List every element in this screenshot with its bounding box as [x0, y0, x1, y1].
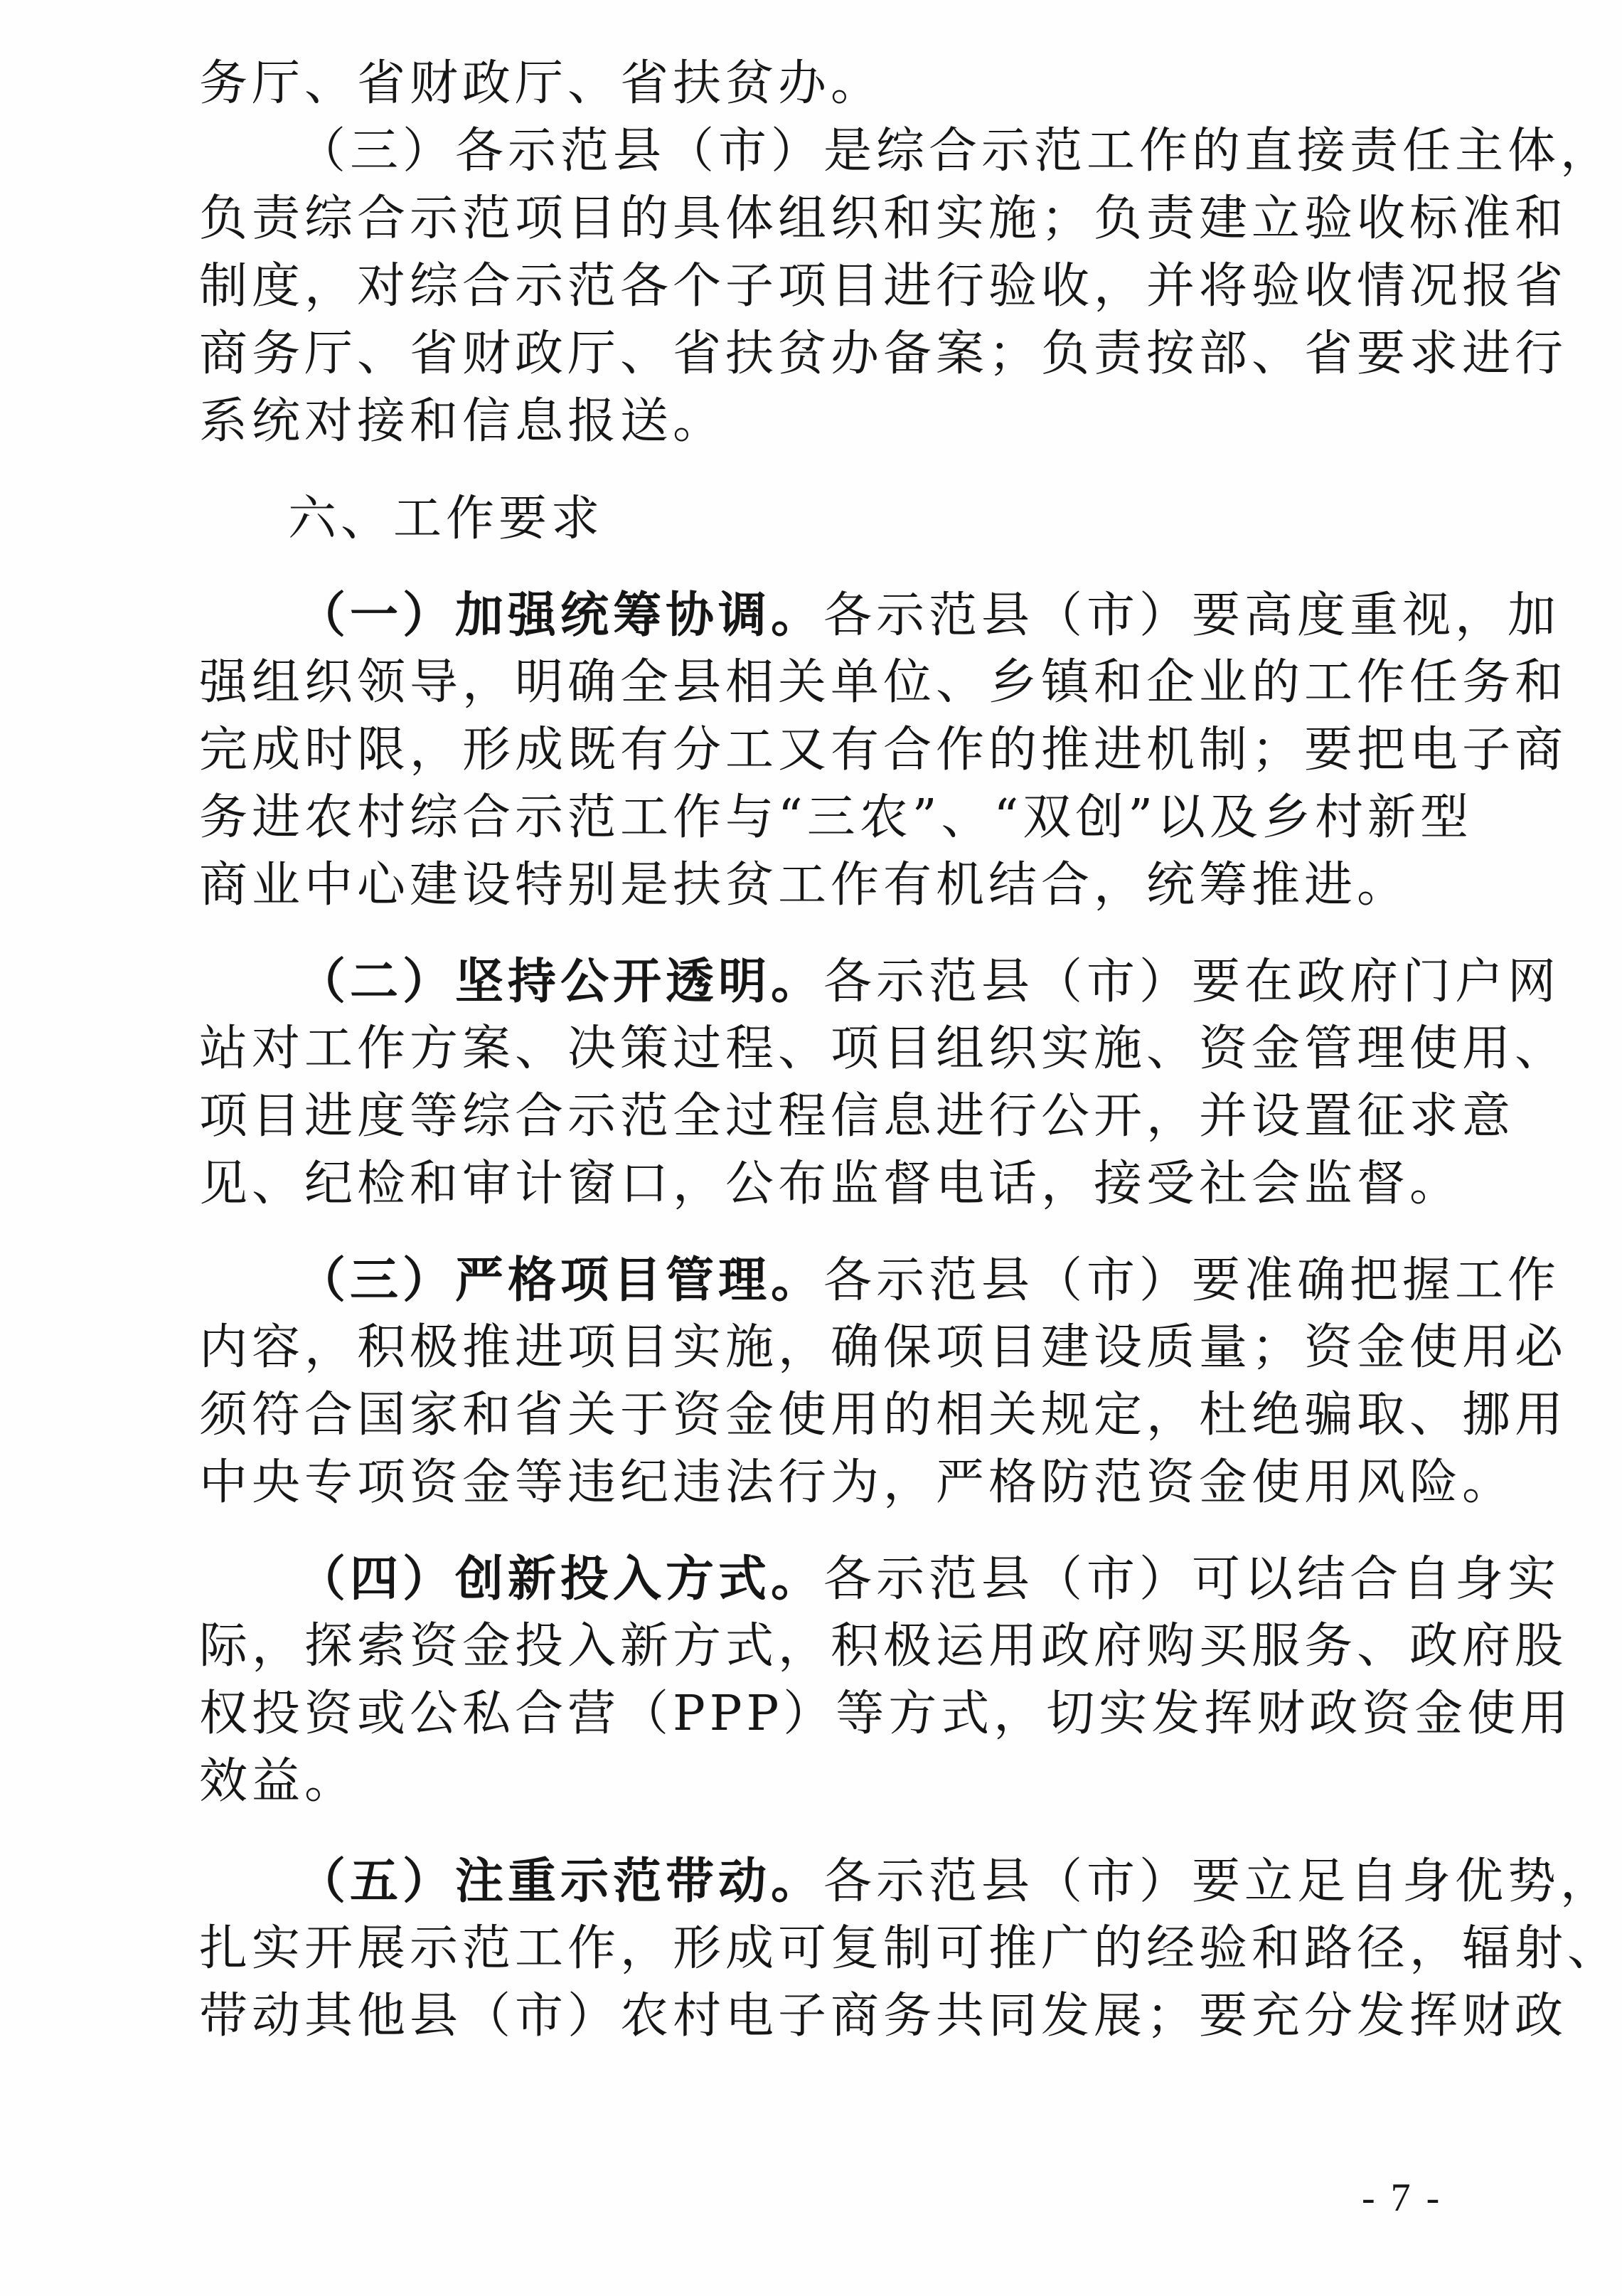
- item-heading: （二）坚持公开透明。: [297, 953, 824, 1010]
- paragraph-line: 商务厅、省财政厅、省扶贫办备案；负责按部、省要求进行: [199, 326, 1568, 382]
- paragraph-line: 务厅、省财政厅、省扶贫办。: [199, 55, 884, 112]
- paragraph-line: （三）各示范县（市）是综合示范工作的直接责任主体，: [297, 123, 1613, 179]
- paragraph-line: [297, 946, 1561, 1017]
- item-text: 各示范县（市）要准确把握工作: [823, 1253, 1561, 1309]
- paragraph-line: 务进农村综合示范工作与“三农”、“双创”以及乡村新型: [199, 790, 1473, 846]
- paragraph-line: 商业中心建设特别是扶贫工作有机结合，统筹推进。: [199, 857, 1410, 913]
- paragraph-line: [297, 1846, 1613, 1917]
- paragraph-line: [297, 1543, 1561, 1615]
- item-text: 各示范县（市）要立足自身优势，: [823, 1854, 1613, 1910]
- paragraph-line: 负责综合示范项目的具体组织和实施；负责建立验收标准和: [199, 191, 1568, 247]
- paragraph-line: [297, 1245, 1561, 1316]
- paragraph-line: 站对工作方案、决策过程、项目组织实施、资金管理使用、: [199, 1021, 1568, 1077]
- item-text: 各示范县（市）要在政府门户网: [823, 954, 1561, 1010]
- paragraph-line: 制度，对综合示范各个子项目进行验收，并将验收情况报省: [199, 258, 1568, 314]
- paragraph-line: 内容，积极推进项目实施，确保项目建设质量；资金使用必: [199, 1319, 1568, 1376]
- item-heading: （三）严格项目管理。: [297, 1252, 824, 1309]
- paragraph-line: 带动其他县（市）农村电子商务共同发展；要充分发挥财政: [199, 1988, 1568, 2044]
- page-number: - 7 -: [1362, 2176, 1443, 2220]
- paragraph-line: 见、纪检和审计窗口，公布监督电话，接受社会监督。: [199, 1156, 1463, 1212]
- item-heading: （五）注重示范带动。: [297, 1853, 824, 1910]
- paragraph-line: 中央专项资金等违纪违法行为，严格防范资金使用风险。: [199, 1455, 1515, 1511]
- paragraph-line: [297, 580, 1561, 651]
- item-heading: （一）加强统筹协调。: [297, 587, 824, 644]
- paragraph-line: 须符合国家和省关于资金使用的相关规定，杜绝骗取、挪用: [199, 1387, 1568, 1443]
- paragraph-line: 系统对接和信息报送。: [199, 393, 726, 450]
- paragraph-line: 强组织领导，明确全县相关单位、乡镇和企业的工作任务和: [199, 654, 1568, 711]
- paragraph-line: 完成时限，形成既有分工又有合作的推进机制；要把电子商: [199, 722, 1568, 778]
- item-text: 各示范县（市）要高度重视，加: [823, 588, 1561, 644]
- section-heading: 六、工作要求: [288, 491, 604, 547]
- paragraph-line: 际，探索资金投入新方式，积极运用政府购买服务、政府股: [199, 1618, 1568, 1674]
- paragraph-line: 扎实开展示范工作，形成可复制可推广的经验和路径，辐射、: [199, 1920, 1621, 1977]
- paragraph-line: 项目进度等综合示范全过程信息进行公开，并设置征求意: [199, 1088, 1515, 1144]
- item-heading: （四）创新投入方式。: [297, 1551, 824, 1607]
- item-text: 各示范县（市）可以结合自身实: [823, 1551, 1561, 1607]
- paragraph-line: 权投资或公私合营（PPP）等方式，切实发挥财政资金使用: [199, 1686, 1573, 1742]
- paragraph-line: 效益。: [199, 1753, 358, 1809]
